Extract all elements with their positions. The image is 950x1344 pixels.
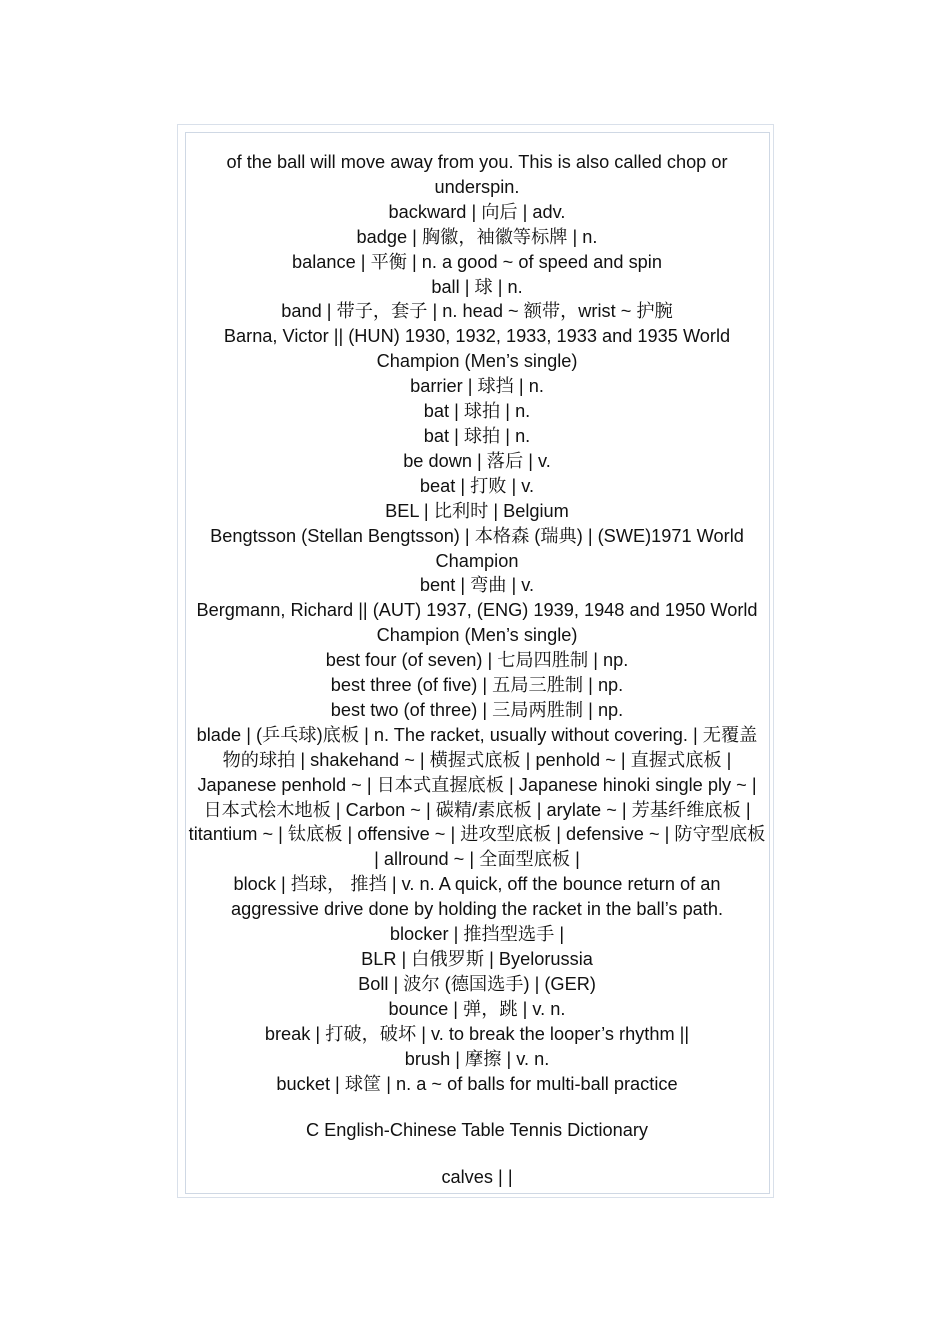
dictionary-entry: band | 带子，套子 | n. head ~ 额带，wrist ~ 护腕 — [281, 301, 673, 322]
dictionary-entry: bucket | 球筐 | n. a ~ of balls for multi-ball practice — [276, 1073, 678, 1094]
dictionary-entry: break | 打破，破坏 | v. to break the looper’s rhythm || — [264, 1023, 690, 1044]
dictionary-entry: blade | (乒乓球)底板 | n. The racket, usually without covering. | 无覆盖物的球拍 | shakehand ~ | 横握式底板 | penhold ~ | 直握式底板 | Japanese penhold ~ | 日本式直握底板 | Japanese hinoki single ply ~ | 日本式桧木地板 | Carbon ~ | 碳精/素底板 | arylate ~ | 芳基纤维底板 | titantium ~ | 钛底板 | offensive ~ | 进攻型底板 | defensive ~ | 防守型底板 | allround ~ | 全面型底板 | — [188, 724, 766, 870]
dictionary-entry: block | 挡球， 推挡 | v. n. A quick, off the bounce return of an aggressive drive done by holding the racket in the ball’s path. — [230, 874, 724, 920]
dictionary-entry: of the ball will move away from you. This is also called chop or underspin. — [226, 152, 728, 197]
dictionary-entry: brush | 摩擦 | v. n. — [404, 1048, 550, 1069]
dictionary-entry: bent | 弯曲 | v. — [419, 575, 535, 596]
dictionary-entry: blocker | 推挡型选手 | — [389, 924, 565, 945]
dictionary-entry: barrier | 球挡 | n. — [410, 376, 544, 397]
dictionary-entry: bounce | 弹，跳 | v. n. — [388, 998, 566, 1019]
dictionary-entry: best three (of five) | 五局三胜制 | np. — [330, 675, 624, 696]
dictionary-entry: balance | 平衡 | n. a good ~ of speed and spin — [292, 251, 662, 272]
dictionary-content — [188, 150, 766, 1190]
dictionary-entry: bat | 球拍 | n. — [423, 401, 531, 422]
dictionary-entry: Boll | 波尔 (德国选手) | (GER) — [358, 973, 596, 994]
dictionary-entry: badge | 胸徽，袖徽等标牌 | n. — [356, 226, 598, 247]
dictionary-entry: ball | 球 | n. — [431, 276, 523, 297]
section-heading: C English-Chinese Table Tennis Dictionary — [305, 1120, 649, 1141]
dictionary-entry: bat | 球拍 | n. — [423, 425, 531, 446]
dictionary-entry: Barna, Victor || (HUN) 1930, 1932, 1933, 1933 and 1935 World Champion (Men’s single) — [223, 326, 731, 372]
dictionary-entry: Bergmann, Richard || (AUT) 1937, (ENG) 1939, 1948 and 1950 World Champion (Men’s single) — [196, 600, 758, 646]
dictionary-entry: BEL | 比利时 | Belgium — [385, 500, 569, 521]
dictionary-entry: beat | 打败 | v. — [419, 475, 535, 496]
dictionary-entry: be down | 落后 | v. — [403, 450, 551, 471]
dictionary-entry: BLR | 白俄罗斯 | Byelorussia — [361, 949, 593, 969]
dictionary-entry: best two (of three) | 三局两胜制 | np. — [330, 699, 624, 720]
dictionary-entry: calves | | — [441, 1167, 513, 1188]
dictionary-entry: Bengtsson (Stellan Bengtsson) | 本格森 (瑞典) | (SWE)1971 World Champion — [210, 525, 744, 571]
dictionary-entry: backward | 向后 | adv. — [388, 201, 566, 222]
dictionary-entry: best four (of seven) | 七局四胜制 | np. — [325, 650, 629, 671]
